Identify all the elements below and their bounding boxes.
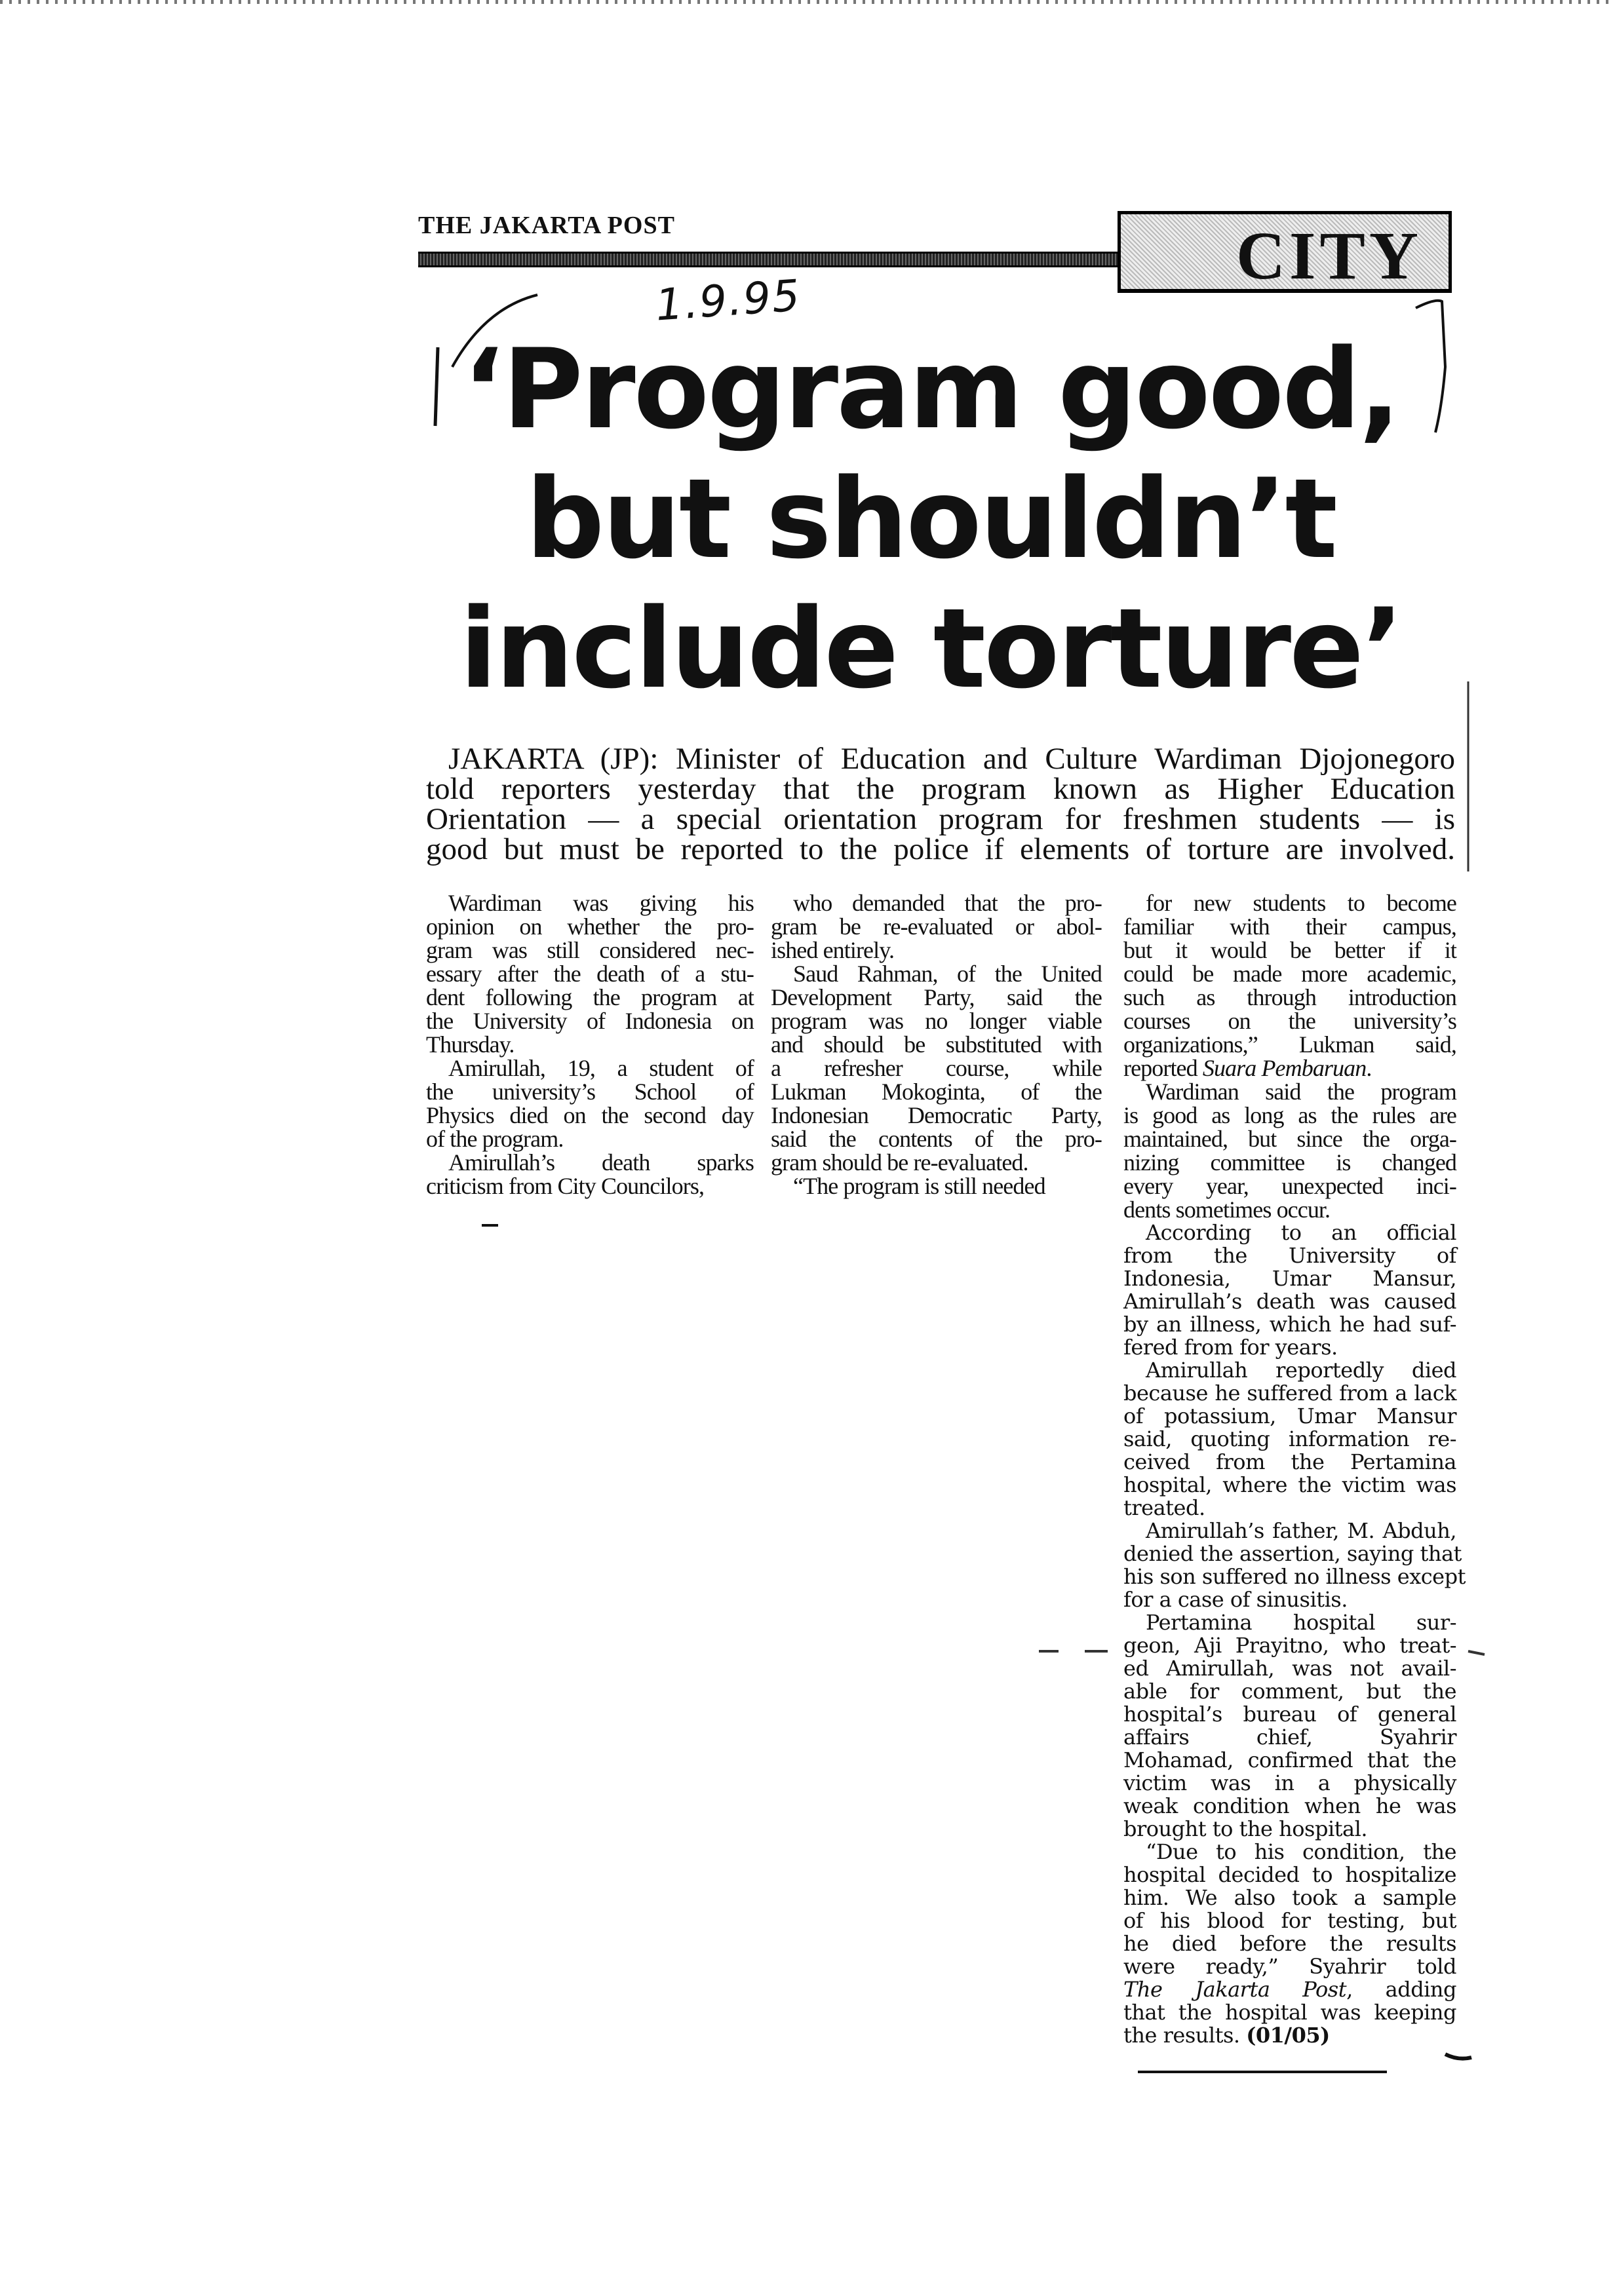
text-line: Saud Rahman, of the United [793,961,1102,987]
text-line: Wardiman said the program [1146,1079,1456,1105]
text-line: him. We also took a sample [1123,1885,1456,1910]
text-line: could be made more academic, [1123,961,1456,987]
text-line: of potassium, Umar Mansur [1123,1404,1456,1428]
wide-text-block [1123,1220,1466,2048]
article-column-1 [426,891,754,1198]
text-line: that the hospital was keeping [1123,2000,1456,2025]
headline-line: ‘Program good, [462,325,1399,453]
text-line: “Due to his condition, the [1146,1839,1456,1864]
text-line: Amirullah reportedly died [1146,1358,1456,1383]
lede-paragraph [426,744,1455,864]
headline-line: include torture’ [459,584,1402,713]
text-line: of his blood for testing, but [1123,1908,1456,1933]
text-line: Mohamad, confirmed that the [1123,1748,1456,1772]
masthead: THE JAKARTA POST [418,212,675,239]
text-segment: , adding [1346,1977,1456,2002]
text-line: gram should be re-evaluated. [771,1149,1028,1176]
text-segment: . [1366,1055,1372,1081]
text-line: Amirullah’s death sparks [448,1149,754,1176]
lede-line: Orientation — a special orientation program for freshmen students — is [426,802,1455,836]
text-line: the University of Indonesia on [426,1008,754,1034]
article-column-3 [1123,890,1466,2048]
lede-line: good but must be reported to the police if elements of torture are involved. [426,832,1455,866]
text-line: familiar with their campus, [1123,913,1456,940]
text-line: Indonesian Democratic Party, [771,1102,1102,1128]
text-line: gram was still considered nec- [426,937,754,963]
article-column-2 [771,891,1102,1198]
headline-line: but shouldn’t [526,455,1336,583]
text-segment: the results. [1123,2023,1247,2048]
text-line: According to an official [1146,1220,1456,1245]
lede-line: told reporters yesterday that the program known as Higher Education [426,772,1455,806]
end-rule [1138,2071,1387,2073]
text-segment: reported [1123,1055,1203,1081]
text-line: said, quoting information re- [1123,1426,1456,1451]
text-line: he died before the results [1123,1931,1456,1956]
text-line: from the University of [1123,1243,1456,1268]
story-code: (01/05) [1246,2023,1330,2048]
text-line: Pertamina hospital sur- [1146,1610,1456,1635]
text-line: Amirullah’s father, M. Abduh, [1146,1518,1456,1543]
text-line: Wardiman was giving his [448,890,754,916]
text-line: weak condition when he was [1123,1793,1456,1818]
text-line: Amirullah, 19, a student of [448,1055,754,1081]
section-label: CITY [1236,218,1422,294]
text-line: hospital’s bureau of general [1123,1702,1456,1727]
text-line: opinion on whether the pro- [426,913,754,940]
text-line [1123,1978,1456,2001]
text-line: “The program is still needed [793,1173,1045,1199]
text-line: Lukman Mokoginta, of the [771,1079,1102,1105]
text-line [1123,2024,1456,2047]
headline [393,324,1468,714]
text-line: but it would be better if it [1123,937,1456,963]
text-line: ed Amirullah, was not avail- [1123,1656,1456,1681]
italic-title: Suara Pembaruan [1202,1055,1367,1081]
text-line: brought to the hospital. [1123,1816,1368,1841]
text-line: Indonesia, Umar Mansur, [1123,1266,1456,1291]
text-line: Thursday. [426,1031,515,1058]
text-line: Physics died on the second day [426,1102,754,1128]
text-line: denied the assertion, saying that [1123,1541,1462,1566]
text-line: victim was in a physically [1123,1770,1456,1795]
text-line: for new students to become [1146,890,1456,916]
italic-title: The Jakarta Post [1123,1977,1347,2002]
text-line: his son suffered no illness except [1123,1564,1466,1589]
text-line: affairs chief, Syahrir [1123,1725,1456,1750]
text-line: the university’s School of [426,1079,754,1105]
text-line: such as through introduction [1123,984,1456,1010]
text-line: criticism from City Councilors, [426,1173,705,1199]
text-line: every year, unexpected inci- [1123,1173,1456,1199]
text-line: geon, Aji Prayitno, who treat- [1123,1633,1456,1658]
text-line: gram be re-evaluated or abol- [771,913,1102,940]
text-line: dents sometimes occur. [1123,1196,1331,1223]
text-line: fered from for years. [1123,1335,1338,1360]
lede-line: JAKARTA (JP): Minister of Education and Culture Wardiman Djojonegoro [448,742,1455,776]
text-line: is good as long as the rules are [1123,1102,1456,1128]
text-line: organizations,” Lukman said, [1123,1031,1456,1058]
text-line: a refresher course, while [771,1055,1102,1081]
text-line: dent following the program at [426,984,754,1010]
text-line: courses on the university’s [1123,1008,1456,1034]
text-line: ceived from the Pertamina [1123,1449,1456,1474]
text-line: program was no longer viable [771,1008,1102,1034]
text-line: treated. [1123,1495,1205,1520]
text-line: for a case of sinusitis. [1123,1587,1348,1612]
text-line: because he suffered from a lack [1123,1381,1456,1406]
text-line: able for comment, but the [1123,1679,1456,1704]
text-line: nizing committee is changed [1123,1149,1456,1176]
text-line: by an illness, which he had suf- [1123,1312,1456,1337]
text-line: said the contents of the pro- [771,1126,1102,1152]
text-line: were ready,” Syahrir told [1123,1954,1456,1979]
text-line: of the program. [426,1126,564,1152]
text-line [1123,1056,1456,1080]
text-line: essary after the death of a stu- [426,961,754,987]
text-line: and should be substituted with [771,1031,1102,1058]
text-line: Development Party, said the [771,984,1102,1010]
text-line: ished entirely. [771,937,895,963]
text-line: hospital, where the victim was [1123,1472,1456,1497]
text-line: Amirullah’s death was caused [1123,1289,1456,1314]
text-line: who demanded that the pro- [793,890,1102,916]
text-line: hospital decided to hospitalize [1123,1862,1456,1887]
handwritten-date: 1.9.95 [653,270,803,331]
text-line: maintained, but since the orga- [1123,1126,1456,1152]
